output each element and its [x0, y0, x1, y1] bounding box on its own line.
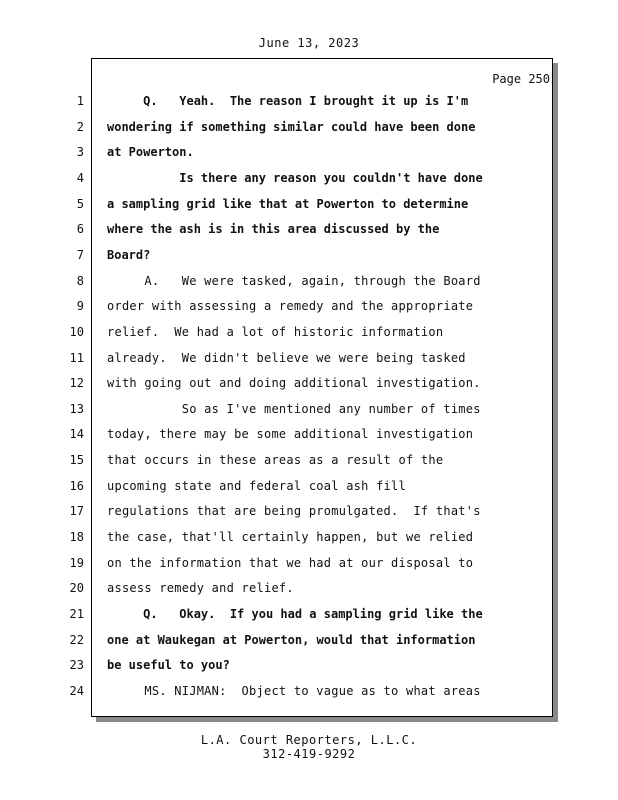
line-number: 20 — [69, 581, 84, 596]
transcript-line — [0, 271, 560, 293]
line-text: order with assessing a remedy and the appropriate — [107, 299, 474, 314]
line-number: 17 — [69, 504, 84, 519]
transcript-line — [0, 655, 560, 677]
line-number: 12 — [69, 376, 84, 391]
line-text: Q. Yeah. The reason I brought it up is I'm — [107, 94, 469, 108]
line-text: be useful to you? — [107, 658, 230, 673]
line-text: Board? — [107, 247, 151, 262]
line-number: 21 — [69, 607, 84, 621]
line-number: 15 — [69, 453, 84, 468]
line-text: Q. Okay. If you had a sampling grid like the — [107, 607, 483, 621]
line-number: 1 — [76, 94, 84, 108]
line-text: wondering if something similar could have been done — [107, 119, 476, 134]
transcript-line — [0, 142, 560, 164]
line-text: on the information that we had at our disposal to — [107, 555, 474, 570]
line-text: one at Waukegan at Powerton, would that information — [107, 632, 476, 647]
transcript-line — [0, 476, 560, 498]
transcript-line — [0, 91, 560, 113]
transcript-line — [0, 245, 560, 267]
line-number: 8 — [76, 273, 84, 288]
line-number: 24 — [69, 683, 84, 698]
page-number: Page 250 — [492, 72, 550, 86]
line-number: 18 — [69, 530, 84, 545]
transcript-line — [0, 424, 560, 446]
line-text: that occurs in these areas as a result of the — [107, 453, 444, 468]
transcript-line — [0, 117, 560, 139]
transcript-line — [0, 194, 560, 216]
line-number: 13 — [69, 401, 84, 416]
transcript-line — [0, 553, 560, 575]
line-number: 22 — [69, 632, 84, 647]
transcript-line — [0, 219, 560, 241]
line-number: 16 — [69, 478, 84, 493]
line-number: 4 — [76, 170, 84, 185]
reporter-company: L.A. Court Reporters, L.L.C. — [200, 733, 418, 747]
transcript-line — [0, 630, 560, 652]
transcript-line — [0, 322, 560, 344]
line-text: with going out and doing additional investigation. — [107, 376, 481, 391]
transcript-line — [0, 527, 560, 549]
line-text: a sampling grid like that at Powerton to determine — [107, 196, 469, 211]
line-text: where the ash is in this area discussed by the — [107, 222, 440, 237]
line-text: already. We didn't believe we were being tasked — [107, 350, 466, 365]
transcript-line — [0, 373, 560, 395]
line-number: 5 — [76, 196, 84, 211]
line-text: A. We were tasked, again, through the Board — [107, 273, 481, 288]
line-number: 7 — [76, 247, 84, 262]
line-number: 23 — [69, 658, 84, 673]
line-number: 9 — [76, 299, 84, 314]
line-text: upcoming state and federal coal ash fill — [107, 478, 406, 493]
line-text: Is there any reason you couldn't have done — [107, 170, 483, 185]
line-number: 11 — [69, 350, 84, 365]
transcript-line — [0, 501, 560, 523]
line-text: regulations that are being promulgated. If that's — [107, 504, 481, 519]
line-number: 14 — [69, 427, 84, 442]
line-number: 10 — [69, 324, 84, 339]
transcript-line — [0, 348, 560, 370]
line-text: MS. NIJMAN: Object to vague as to what areas — [107, 683, 481, 698]
line-text: today, there may be some additional investigation — [107, 427, 474, 442]
transcript-line — [0, 296, 560, 318]
line-number: 3 — [76, 145, 84, 160]
reporter-phone: 312-419-9292 — [262, 747, 356, 761]
transcript-line — [0, 604, 560, 626]
transcript-line — [0, 578, 560, 600]
transcript-line — [0, 399, 560, 421]
line-number: 6 — [76, 222, 84, 237]
transcript-line — [0, 450, 560, 472]
line-text: the case, that'll certainly happen, but we relied — [107, 530, 474, 545]
transcript-line — [0, 168, 560, 190]
line-number: 2 — [76, 119, 84, 134]
footer — [0, 733, 618, 761]
line-text: relief. We had a lot of historic information — [107, 324, 444, 339]
line-text: assess remedy and relief. — [107, 581, 294, 596]
line-text: at Powerton. — [107, 145, 194, 160]
transcript-date: June 13, 2023 — [258, 36, 360, 50]
line-number: 19 — [69, 555, 84, 570]
line-text: So as I've mentioned any number of times — [107, 401, 481, 416]
transcript-line — [0, 681, 560, 703]
